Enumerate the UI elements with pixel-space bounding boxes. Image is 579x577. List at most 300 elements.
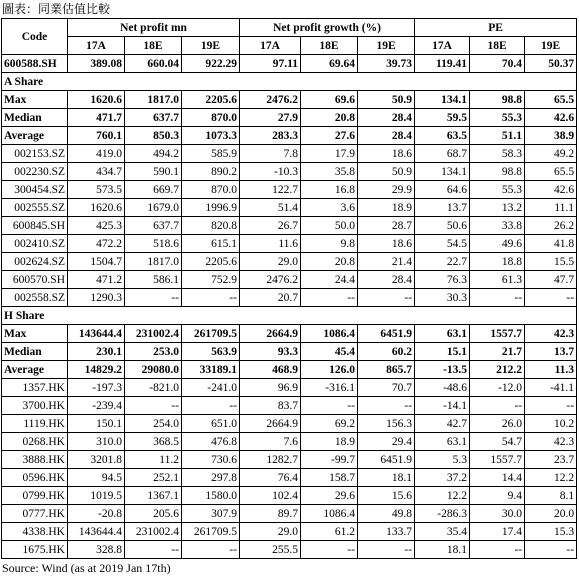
table-cell: 5.3 [415,451,470,469]
highlight-row [2,55,577,73]
table-cell: -14.1 [415,397,470,415]
table-cell: 65.5 [525,91,577,109]
table-cell: 58.3 [470,145,525,163]
table-cell: 283.3 [240,127,301,145]
table-cell: 518.6 [125,235,182,253]
table-cell: 870.0 [182,181,240,199]
table-cell: 70.7 [358,379,415,397]
table-cell: 230.1 [68,343,125,361]
table-cell: 150.1 [68,415,125,433]
table-cell: 1086.4 [301,505,358,523]
table-cell: 35.8 [301,163,358,181]
table-cell: 97.11 [240,55,301,73]
table-cell: 98.8 [470,163,525,181]
code-header: Code [2,19,68,55]
stat-row [2,343,577,361]
table-cell: 15.5 [525,253,577,271]
table-cell: 2205.6 [182,253,240,271]
table-cell: -821.0 [125,379,182,397]
highlight-code: 600588.SH [2,55,68,73]
table-cell: 64.6 [415,181,470,199]
table-cell: 38.9 [525,127,577,145]
table-cell: 134.1 [415,91,470,109]
table-cell: 13.7 [525,343,577,361]
table-cell: 1817.0 [125,91,182,109]
net-profit-header: Net profit mn [68,19,240,37]
table-cell: 49.6 [470,235,525,253]
table-cell: 122.7 [240,181,301,199]
table-cell: 63.5 [415,127,470,145]
table-cell: 69.6 [301,91,358,109]
table-cell: -- [525,397,577,415]
table-row [2,487,577,505]
table-cell: 24.4 [301,271,358,289]
table-cell: 18.9 [301,433,358,451]
table-cell: 752.9 [182,271,240,289]
table-cell: 29.0 [240,253,301,271]
stat-row [2,109,577,127]
table-cell: 1557.7 [470,451,525,469]
table-cell: 29.0 [240,523,301,541]
stat-label: Median [2,343,68,361]
year-header: 18E [470,37,525,55]
table-cell: 310.0 [68,433,125,451]
pe-header: PE [415,19,577,37]
table-cell: -286.3 [415,505,470,523]
table-cell: 3201.8 [68,451,125,469]
table-cell: 33189.1 [182,361,240,379]
table-cell: 26.2 [525,217,577,235]
table-cell: 10.2 [525,415,577,433]
table-cell: 231002.4 [125,325,182,343]
table-row [2,253,577,271]
table-cell: 1504.7 [68,253,125,271]
year-header: 19E [525,37,577,55]
table-cell: 20.7 [240,289,301,307]
table-cell: 1620.6 [68,91,125,109]
table-cell: 212.2 [470,361,525,379]
table-cell: 156.3 [358,415,415,433]
table-cell: 35.4 [415,523,470,541]
header-row-years [2,37,577,55]
table-cell: 261709.5 [182,523,240,541]
year-header: 19E [358,37,415,55]
ticker-code: 002230.SZ [2,163,68,181]
table-cell: -10.3 [240,163,301,181]
valuation-comparison-table [1,18,577,559]
table-cell: 158.7 [301,469,358,487]
table-cell: 472.2 [68,235,125,253]
ticker-code: 0777.HK [2,505,68,523]
table-cell: 60.2 [358,343,415,361]
table-cell: 93.3 [240,343,301,361]
table-cell: 760.1 [68,127,125,145]
table-cell: 47.7 [525,271,577,289]
table-cell: -- [358,289,415,307]
ticker-code: 002558.SZ [2,289,68,307]
table-cell: -41.1 [525,379,577,397]
stat-label: Average [2,127,68,145]
table-cell: 20.8 [301,109,358,127]
ticker-code: 002624.SZ [2,253,68,271]
table-cell: 49.2 [525,145,577,163]
table-cell: 50.6 [415,217,470,235]
table-cell: 11.6 [240,235,301,253]
table-cell: 1290.3 [68,289,125,307]
table-cell: -- [125,397,182,415]
table-cell: 254.0 [125,415,182,433]
table-cell: 307.9 [182,505,240,523]
table-cell: 328.8 [68,541,125,559]
table-cell: 476.8 [182,433,240,451]
table-cell: 730.6 [182,451,240,469]
table-cell: 37.2 [415,469,470,487]
table-cell: 615.1 [182,235,240,253]
table-cell: 21.4 [358,253,415,271]
stat-row [2,91,577,109]
ticker-code: 0268.HK [2,433,68,451]
table-cell: 28.7 [358,217,415,235]
source-note: Source: Wind (as at 2019 Jan 17th) [2,561,171,575]
table-cell: 18.1 [358,469,415,487]
stat-row [2,361,577,379]
year-header: 18E [301,37,358,55]
table-cell: 586.1 [125,271,182,289]
ticker-code: 600845.SH [2,217,68,235]
table-cell: 30.0 [470,505,525,523]
ticker-code: 1675.HK [2,541,68,559]
table-cell: -- [125,541,182,559]
table-cell: 297.8 [182,469,240,487]
table-cell: 119.41 [415,55,470,73]
table-cell: 61.2 [301,523,358,541]
table-cell: 261709.5 [182,325,240,343]
table-row [2,271,577,289]
table-cell: 1073.3 [182,127,240,145]
table-cell: 12.2 [525,469,577,487]
table-cell: 419.0 [68,145,125,163]
year-header: 17A [240,37,301,55]
table-cell: 2476.2 [240,271,301,289]
table-cell: 13.7 [415,199,470,217]
table-cell: 23.7 [525,451,577,469]
ticker-code: 002153.SZ [2,145,68,163]
table-row [2,433,577,451]
table-row [2,289,577,307]
table-cell: -- [470,397,525,415]
table-cell: 865.7 [358,361,415,379]
table-cell: 13.2 [470,199,525,217]
table-cell: 143644.4 [68,325,125,343]
table-cell: 255.5 [240,541,301,559]
table-row [2,415,577,433]
table-cell: 1019.5 [68,487,125,505]
table-cell: -- [525,289,577,307]
section-title: H Share [2,307,577,325]
table-cell: 7.6 [240,433,301,451]
table-cell: 51.4 [240,199,301,217]
table-row [2,181,577,199]
table-cell: 425.3 [68,217,125,235]
table-cell: 18.6 [358,235,415,253]
table-cell: -20.8 [68,505,125,523]
table-cell: 1367.1 [125,487,182,505]
ticker-code: 3700.HK [2,397,68,415]
table-cell: 870.0 [182,109,240,127]
table-cell: -- [525,541,577,559]
table-cell: 1996.9 [182,199,240,217]
section-header-row [2,73,577,91]
table-cell: 15.3 [525,523,577,541]
table-cell: 83.7 [240,397,301,415]
table-cell: 22.7 [415,253,470,271]
ticker-code: 0596.HK [2,469,68,487]
table-cell: 14829.2 [68,361,125,379]
table-cell: 6451.9 [358,325,415,343]
table-cell: 45.4 [301,343,358,361]
table-cell: 20.0 [525,505,577,523]
table-cell: 252.1 [125,469,182,487]
table-cell: 54.5 [415,235,470,253]
table-cell: 2664.9 [240,325,301,343]
table-cell: 471.7 [68,109,125,127]
table-cell: 29.9 [358,181,415,199]
table-cell: 434.7 [68,163,125,181]
ticker-code: 4338.HK [2,523,68,541]
table-cell: 468.9 [240,361,301,379]
table-cell: 890.2 [182,163,240,181]
table-cell: 76.3 [415,271,470,289]
table-cell: 70.4 [470,55,525,73]
table-cell: -- [301,541,358,559]
table-cell: 69.64 [301,55,358,73]
table-cell: 65.5 [525,163,577,181]
table-cell: -- [358,541,415,559]
table-cell: 9.4 [470,487,525,505]
table-cell: 12.2 [415,487,470,505]
table-cell: 133.7 [358,523,415,541]
table-cell: 389.08 [68,55,125,73]
net-profit-growth-header: Net profit growth (%) [240,19,415,37]
table-row [2,451,577,469]
table-cell: 30.3 [415,289,470,307]
table-cell: 68.7 [415,145,470,163]
table-cell: -- [125,289,182,307]
table-cell: 14.4 [470,469,525,487]
table-cell: 28.4 [358,109,415,127]
table-cell: 9.8 [301,235,358,253]
stat-label: Average [2,361,68,379]
table-cell: 26.7 [240,217,301,235]
table-cell: 1282.7 [240,451,301,469]
table-cell: 50.0 [301,217,358,235]
table-cell: 42.7 [415,415,470,433]
table-cell: 850.3 [125,127,182,145]
stat-row [2,325,577,343]
table-cell: 50.9 [358,163,415,181]
table-cell: 29.4 [358,433,415,451]
table-cell: 76.4 [240,469,301,487]
table-cell: 39.73 [358,55,415,73]
table-cell: 143644.4 [68,523,125,541]
year-header: 17A [68,37,125,55]
ticker-code: 300454.SZ [2,181,68,199]
table-cell: 494.2 [125,145,182,163]
table-cell: 134.1 [415,163,470,181]
ticker-code: 600570.SH [2,271,68,289]
table-cell: 6451.9 [358,451,415,469]
ticker-code: 002410.SZ [2,235,68,253]
table-row [2,397,577,415]
table-cell: 660.04 [125,55,182,73]
table-cell: 11.3 [525,361,577,379]
table-cell: 11.1 [525,199,577,217]
table-cell: 1817.0 [125,253,182,271]
table-body [2,55,577,559]
table-cell: 54.7 [470,433,525,451]
table-cell: 63.1 [415,325,470,343]
table-row [2,145,577,163]
header-row-groups [2,19,577,37]
table-cell: 89.7 [240,505,301,523]
table-cell: 126.0 [301,361,358,379]
table-cell: 50.37 [525,55,577,73]
table-cell: 16.8 [301,181,358,199]
year-header: 17A [415,37,470,55]
table-cell: -241.0 [182,379,240,397]
table-row [2,541,577,559]
table-cell: 1557.7 [470,325,525,343]
table-cell: 51.1 [470,127,525,145]
ticker-code: 0799.HK [2,487,68,505]
table-cell: 7.8 [240,145,301,163]
table-cell: 573.5 [68,181,125,199]
table-cell: 563.9 [182,343,240,361]
table-cell: 8.1 [525,487,577,505]
table-cell: 42.3 [525,433,577,451]
table-cell: 21.7 [470,343,525,361]
table-cell: 2664.9 [240,415,301,433]
section-header-row [2,307,577,325]
table-row [2,163,577,181]
table-cell: 585.9 [182,145,240,163]
table-cell: 17.4 [470,523,525,541]
table-cell: 18.9 [358,199,415,217]
table-cell: -12.0 [470,379,525,397]
stat-label: Median [2,109,68,127]
table-cell: -- [182,289,240,307]
table-row [2,469,577,487]
table-cell: -- [301,397,358,415]
table-cell: 3.6 [301,199,358,217]
table-cell: 27.6 [301,127,358,145]
table-cell: 96.9 [240,379,301,397]
table-cell: -- [358,397,415,415]
table-cell: 11.2 [125,451,182,469]
table-row [2,217,577,235]
ticker-code: 1357.HK [2,379,68,397]
table-cell: 28.4 [358,271,415,289]
table-row [2,379,577,397]
table-cell: -99.7 [301,451,358,469]
table-cell: 28.4 [358,127,415,145]
table-cell: 42.6 [525,109,577,127]
table-cell: 69.2 [301,415,358,433]
table-cell: 1580.0 [182,487,240,505]
table-cell: 102.4 [240,487,301,505]
table-cell: 61.3 [470,271,525,289]
table-cell: 55.3 [470,109,525,127]
table-cell: 18.8 [470,253,525,271]
table-cell: 15.1 [415,343,470,361]
table-cell: 50.9 [358,91,415,109]
table-cell: 63.1 [415,433,470,451]
ticker-code: 002555.SZ [2,199,68,217]
table-row [2,505,577,523]
table-cell: 33.8 [470,217,525,235]
table-cell: -316.1 [301,379,358,397]
table-cell: 651.0 [182,415,240,433]
table-cell: 1679.0 [125,199,182,217]
table-cell: 41.8 [525,235,577,253]
table-cell: 2205.6 [182,91,240,109]
table-cell: -48.6 [415,379,470,397]
table-cell: -- [182,397,240,415]
table-row [2,235,577,253]
section-title: A Share [2,73,577,91]
table-cell: 922.29 [182,55,240,73]
ticker-code: 3888.HK [2,451,68,469]
year-header: 19E [182,37,240,55]
table-cell: -13.5 [415,361,470,379]
table-cell: 231002.4 [125,523,182,541]
table-cell: 20.8 [301,253,358,271]
table-cell: 205.6 [125,505,182,523]
table-cell: -- [301,289,358,307]
table-cell: 1086.4 [301,325,358,343]
table-cell: -197.3 [68,379,125,397]
table-cell: 368.5 [125,433,182,451]
ticker-code: 1119.HK [2,415,68,433]
table-cell: 98.8 [470,91,525,109]
table-cell: 637.7 [125,217,182,235]
stat-label: Max [2,325,68,343]
table-cell: 17.9 [301,145,358,163]
table-cell: -- [470,541,525,559]
table-cell: 42.6 [525,181,577,199]
table-cell: 18.6 [358,145,415,163]
table-caption: 圖表：同業估值比較 [2,2,111,16]
table-cell: 590.1 [125,163,182,181]
stat-row [2,127,577,145]
table-cell: -- [182,541,240,559]
table-cell: 18.1 [415,541,470,559]
table-cell: 1620.6 [68,199,125,217]
table-cell: 26.0 [470,415,525,433]
table-cell: 471.2 [68,271,125,289]
table-cell: 27.9 [240,109,301,127]
table-row [2,523,577,541]
table-row [2,199,577,217]
table-cell: 253.0 [125,343,182,361]
table-cell: 42.3 [525,325,577,343]
table-cell: 59.5 [415,109,470,127]
table-cell: 637.7 [125,109,182,127]
table-cell: 2476.2 [240,91,301,109]
table-cell: 29080.0 [125,361,182,379]
year-header: 18E [125,37,182,55]
table-cell: 29.6 [301,487,358,505]
